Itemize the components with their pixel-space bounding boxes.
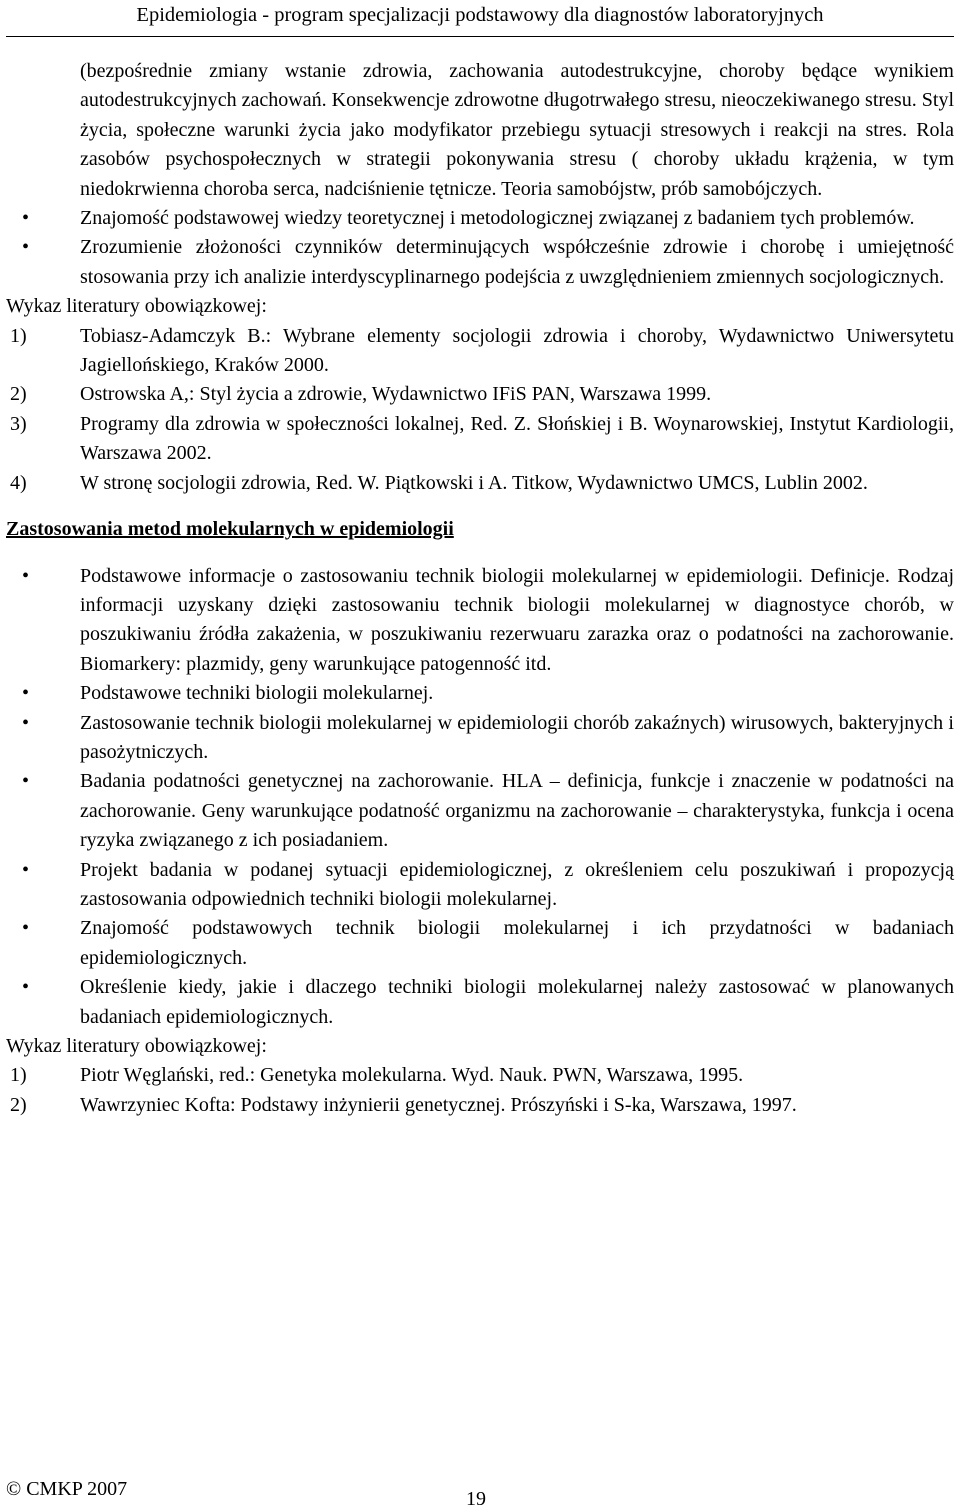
list-item: • Badania podatności genetycznej na zachorowanie. HLA – definicja, funkcje i znaczenie w podatności na zachorowanie. Geny warunkujące podatność organizmu na zachorowanie – charakterystyka, funkcja i ocena ryzyka związanego z ich posiadaniem. bbox=[6, 767, 954, 855]
literature-number: 1) bbox=[10, 1064, 27, 1087]
header-rule bbox=[6, 36, 954, 37]
literature-item bbox=[6, 469, 954, 498]
literature-heading: Wykaz literatury obowiązkowej: bbox=[6, 1035, 267, 1057]
literature-item bbox=[6, 322, 954, 381]
literature-text: W stronę socjologii zdrowia, Red. W. Piątkowski i A. Titkow, Wydawnictwo UMCS, Lublin 2002. bbox=[80, 471, 868, 494]
literature-text: Programy dla zdrowia w społeczności lokalnej, Red. Z. Słońskiej i B. Woynarowskiej, Instytut Kardiologii, Warszawa 2002. bbox=[80, 412, 954, 465]
list-item: • Podstawowe techniki biologii molekularnej. bbox=[6, 679, 954, 708]
list-item: • Określenie kiedy, jakie i dlaczego techniki biologii molekularnej należy zastosować w planowanych badaniach epidemiologicznych. bbox=[6, 973, 954, 1032]
literature-number: 2) bbox=[10, 383, 27, 406]
literature-number: 1) bbox=[10, 324, 27, 347]
section1-literature-list bbox=[6, 322, 954, 498]
literature-number: 4) bbox=[10, 471, 27, 494]
section2-literature-list bbox=[6, 1061, 954, 1120]
section2-bullet-list bbox=[6, 562, 954, 1033]
literature-text: Wawrzyniec Kofta: Podstawy inżynierii genetycznej. Prószyński i S-ka, Warszawa, 1997. bbox=[80, 1093, 797, 1116]
footer-copyright: © CMKP 2007 bbox=[6, 1478, 128, 1500]
page-number: 19 bbox=[466, 1488, 486, 1510]
literature-text: Piotr Węglański, red.: Genetyka molekularna. Wyd. Nauk. PWN, Warszawa, 1995. bbox=[80, 1064, 744, 1087]
list-item: • Podstawowe informacje o zastosowaniu technik biologii molekularnej w epidemiologii. Definicje. Rodzaj informacji uzyskany dzięki zastosowaniu technik biologii molekularnej w diagnostyce chorób, w poszukiwaniu źródła zakażenia, w poszukiwaniu rezerwuaru zarazka oraz o podatności na zachorowanie. Biomarkery: plazmidy, geny warunkujące patogenność itd. bbox=[6, 562, 954, 680]
list-item: • Znajomość podstawowych technik biologii molekularnej i ich przydatności w badaniach epidemiologicznych. bbox=[6, 914, 954, 973]
section1-bullet-list bbox=[6, 57, 954, 292]
list-item: • Zrozumienie złożoności czynników determinujących współcześnie zdrowie i chorobę i umiejętność stosowania przy ich analizie interdyscyplinarnego podejścia z uwzględnieniem zmiennych socjologicznych. bbox=[6, 233, 954, 292]
literature-number: 2) bbox=[10, 1093, 27, 1116]
page-content bbox=[6, 57, 954, 1120]
literature-item bbox=[6, 380, 954, 409]
list-item: • Zastosowanie technik biologii molekularnej w epidemiologii chorób zakaźnych) wirusowych, bakteryjnych i pasożytniczych. bbox=[6, 709, 954, 768]
list-item: • Projekt badania w podanej sytuacji epidemiologicznej, z określeniem celu poszukiwań i propozycją zastosowania odpowiednich techniki biologii molekularnej. bbox=[6, 856, 954, 915]
literature-item bbox=[6, 1061, 954, 1090]
literature-text: Tobiasz-Adamczyk B.: Wybrane elementy socjologii zdrowia i choroby, Wydawnictwo Uniwersytetu Jagiellońskiego, Kraków 2000. bbox=[80, 324, 954, 377]
section1-intro: (bezpośrednie zmiany wstanie zdrowia, zachowania autodestrukcyjne, choroby będące wynikiem autodestrukcyjnych zachowań. Konsekwencje zdrowotne długotrwałego stresu, nieoczekiwanego stresu. Styl życia, społeczne warunki życia jako modyfikator przebiegu sytuacji stresowych i reakcji na stres. Rola zasobów psychospołecznych w strategii pokonywania stresu ( choroby układu krążenia, w tym niedokrwienna choroba serca, nadciśnienie tętnicze. Teoria samobójstw, prób samobójczych. bbox=[80, 60, 954, 200]
section-title: Zastosowania metod molekularnych w epidemiologii bbox=[6, 518, 454, 541]
literature-item bbox=[6, 410, 954, 469]
list-item: • Znajomość podstawowej wiedzy teoretycznej i metodologicznej związanej z badaniem tych problemów. bbox=[6, 204, 954, 233]
running-header: Epidemiologia - program specjalizacji podstawowy dla diagnostów laboratoryjnych bbox=[136, 4, 824, 26]
literature-heading: Wykaz literatury obowiązkowej: bbox=[6, 295, 267, 318]
literature-number: 3) bbox=[10, 412, 27, 435]
literature-item bbox=[6, 1091, 954, 1120]
literature-text: Ostrowska A,: Styl życia a zdrowie, Wydawnictwo IFiS PAN, Warszawa 1999. bbox=[80, 383, 712, 406]
